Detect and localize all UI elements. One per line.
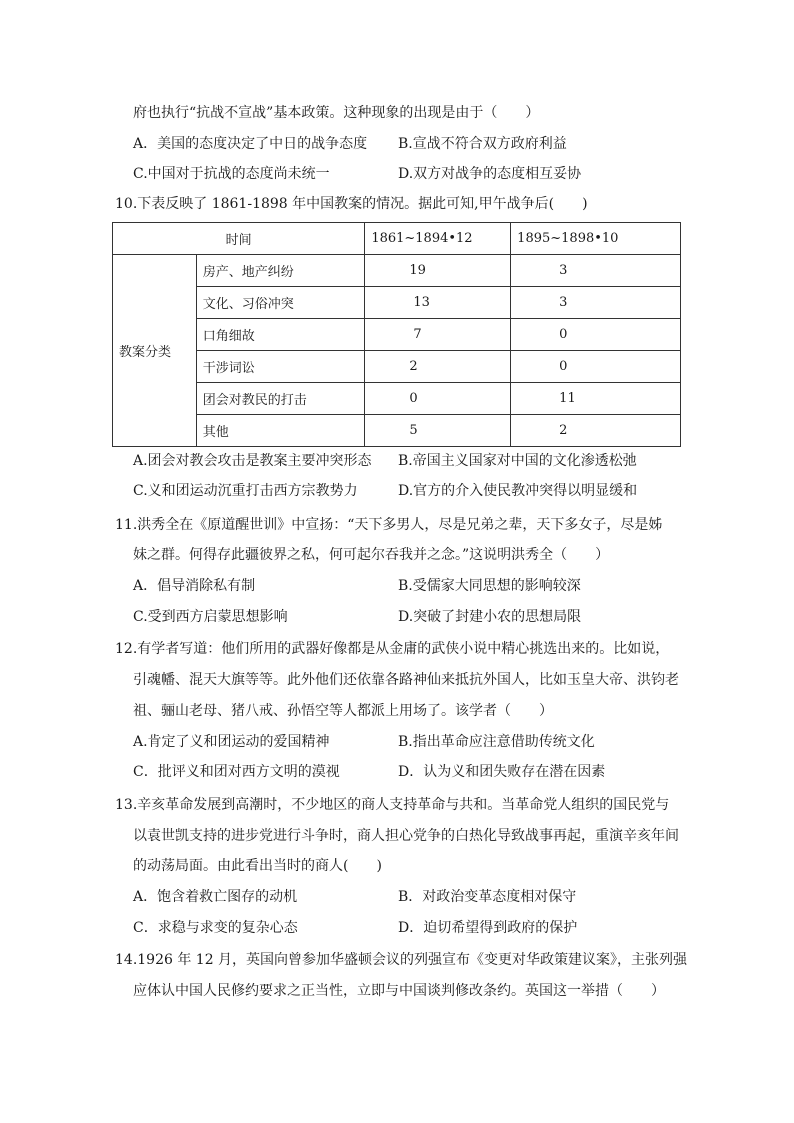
q13-option-d: D．迫切希望得到政府的保护 [398, 920, 578, 936]
case-type: 干涉词讼 [196, 351, 365, 383]
table-row [113, 351, 681, 383]
count-period-1: 7 [413, 327, 422, 342]
count-period-2: 3 [559, 263, 568, 278]
q11-option-c: C.受到西方启蒙思想影响 [133, 609, 288, 625]
table-header-row [113, 223, 681, 255]
table-row [113, 255, 681, 287]
table-row [113, 287, 681, 319]
case-type: 文化、习俗冲突 [196, 287, 365, 319]
table-row [113, 415, 681, 447]
q9-stem-line: 府也执行“抗战不宣战”基本政策。这种现象的出现是由于（ ） [133, 105, 540, 121]
header-time: 时间 [113, 223, 365, 255]
q10-option-a: A.团会对教会攻击是教案主要冲突形态 [133, 453, 372, 469]
q13-stem-line-1: 13.辛亥革命发展到高潮时，不少地区的商人支持革命与共和。当革命党人组织的国民党与 [115, 797, 670, 813]
q9-option-a: A．美国的态度决定了中日的战争态度 [133, 136, 368, 152]
q12-option-a: A.肯定了义和团运动的爱国精神 [133, 734, 330, 750]
count-period-2: 0 [559, 359, 568, 374]
q11-stem-line-2: 妹之群。何得存此疆彼界之私，何可起尔吞我并之念。”这说明洪秀全（ ） [133, 547, 610, 563]
q9-option-d: D.双方对战争的态度相互妥协 [398, 166, 582, 182]
q10-option-c: C.义和团运动沉重打击西方宗教势力 [133, 483, 358, 499]
case-type: 其他 [196, 415, 365, 447]
q14-stem-line-1: 14.1926 年 12 月，英国向曾参加华盛顿会议的列强宣布《变更对华政策建议案》，主张列强 [115, 952, 688, 968]
q9-option-c: C.中国对于抗战的态度尚未统一 [133, 166, 330, 182]
category-label: 教案分类 [113, 255, 197, 447]
count-period-2: 11 [559, 391, 576, 406]
q11-stem-line-1: 11.洪秀全在《原道醒世训》中宣扬：“天下多男人，尽是兄弟之辈，天下多女子，尽是姊 [115, 517, 663, 533]
q10-option-b: B.帝国主义国家对中国的文化渗透松弛 [398, 453, 637, 469]
q13-option-c: C．求稳与求变的复杂心态 [133, 920, 298, 936]
q13-stem-line-3: 的动荡局面。由此看出当时的商人( ) [133, 858, 382, 874]
q12-stem-line-3: 祖、骊山老母、猪八戒、孙悟空等人都派上用场了。该学者（ ） [133, 703, 553, 719]
count-period-1: 2 [409, 359, 418, 374]
q10-stem: 10.下表反映了 1861-1898 年中国教案的情况。据此可知,甲午战争后( ) [115, 196, 588, 212]
header-period-1: 1861~1894•12 [365, 223, 511, 255]
q12-option-b: B.指出革命应注意借助传统文化 [398, 734, 595, 750]
q12-stem-line-1: 12.有学者写道：他们所用的武器好像都是从金庸的武侠小说中精心挑选出来的。比如说， [115, 641, 670, 657]
q12-stem-line-2: 引魂幡、混天大旗等等。此外他们还依靠各路神仙来抵抗外国人，比如玉皇大帝、洪钧老 [133, 672, 679, 688]
q11-option-d: D.突破了封建小农的思想局限 [398, 609, 582, 625]
header-period-2: 1895~1898•10 [511, 223, 681, 255]
q13-option-b: B．对政治变革态度相对保守 [398, 889, 577, 905]
q12-option-d: D．认为义和团失败存在潜在因素 [398, 764, 606, 780]
count-period-2: 2 [559, 423, 568, 438]
case-type: 口角细故 [196, 319, 365, 351]
q14-stem-line-2: 应体认中国人民修约要求之正当性，立即与中国谈判修改条约。英国这一举措（ ） [133, 983, 665, 999]
q11-option-b: B.受儒家大同思想的影响较深 [398, 578, 581, 594]
q13-stem-line-2: 以袁世凯支持的进步党进行斗争时，商人担心党争的白热化导致战事再起，重演辛亥年间 [133, 828, 679, 844]
count-period-2: 3 [559, 295, 568, 310]
missionary-cases-table [112, 222, 681, 447]
count-period-2: 0 [559, 327, 568, 342]
count-period-1: 0 [409, 391, 418, 406]
q11-option-a: A．倡导消除私有制 [133, 578, 256, 594]
count-period-1: 13 [413, 295, 430, 310]
case-type: 房产、地产纠纷 [196, 255, 365, 287]
count-period-1: 19 [409, 263, 426, 278]
q9-option-b: B.宣战不符合双方政府利益 [398, 136, 567, 152]
count-period-1: 5 [409, 423, 418, 438]
q10-option-d: D.官方的介入使民教冲突得以明显缓和 [398, 483, 638, 499]
q13-option-a: A．饱含着救亡图存的动机 [133, 889, 298, 905]
table-row [113, 319, 681, 351]
q12-option-c: C．批评义和团对西方文明的漠视 [133, 764, 340, 780]
case-type: 团会对教民的打击 [196, 383, 365, 415]
table-row [113, 383, 681, 415]
